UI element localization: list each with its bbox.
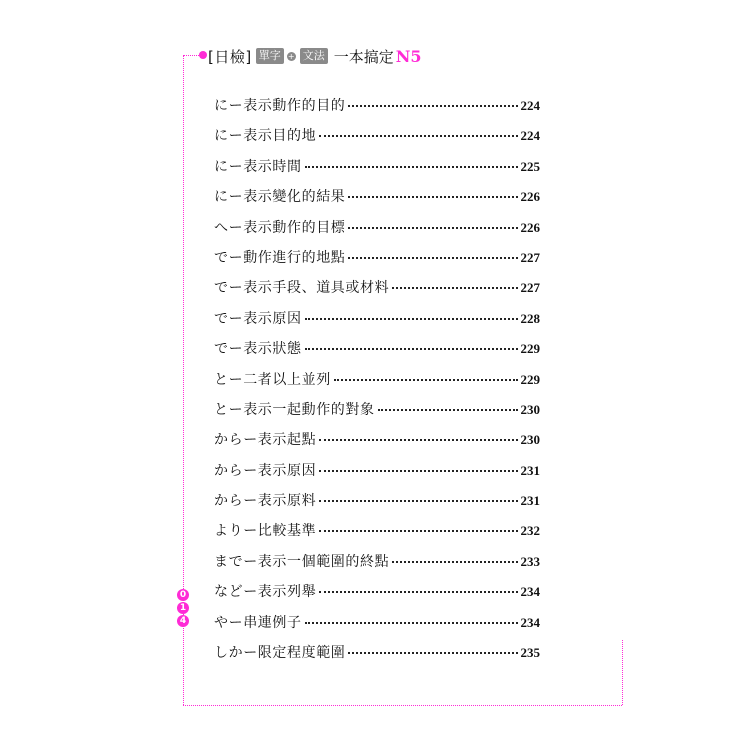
toc-entry xyxy=(214,125,540,155)
toc-dot-leader xyxy=(348,105,517,107)
table-of-contents xyxy=(214,95,540,672)
toc-entry-title: にー表示動作的目的 xyxy=(214,98,346,114)
page-number-digit: 4 xyxy=(177,615,189,627)
toc-entry-title: とー表示一起動作的對象 xyxy=(214,401,375,418)
toc-entry xyxy=(214,217,540,247)
toc-entry-title: からー表示起點 xyxy=(214,432,317,449)
toc-dot-leader xyxy=(334,379,518,381)
toc-entry-title: からー表示原料 xyxy=(214,493,317,510)
toc-entry-page: 227 xyxy=(520,280,540,296)
book-name: 一本搞定 xyxy=(333,47,394,66)
toc-entry-title: でー表示狀態 xyxy=(214,341,302,358)
toc-entry xyxy=(214,95,540,125)
toc-dot-leader xyxy=(319,591,517,593)
toc-entry-title: でー表示手段、道具或材料 xyxy=(214,280,390,297)
toc-entry-page: 232 xyxy=(520,523,540,539)
toc-entry xyxy=(214,338,540,368)
page-number-digit: 0 xyxy=(177,589,189,601)
toc-dot-leader xyxy=(392,287,517,289)
toc-entry xyxy=(214,490,540,520)
toc-entry xyxy=(214,612,540,642)
toc-entry-page: 225 xyxy=(520,158,540,174)
toc-dot-leader xyxy=(348,257,517,259)
toc-dot-leader xyxy=(392,561,517,563)
toc-entry-title: しかー限定程度範圍 xyxy=(214,645,346,662)
toc-dot-leader xyxy=(348,227,517,229)
toc-dot-leader xyxy=(305,348,518,350)
word-tag: 單字 xyxy=(256,48,284,64)
toc-entry xyxy=(214,520,540,550)
series-title: [日檢] xyxy=(208,47,252,66)
page-number xyxy=(177,589,189,627)
toc-entry-title: までー表示一個範圍的終點 xyxy=(214,553,390,570)
toc-dot-leader xyxy=(305,166,518,168)
toc-entry xyxy=(214,247,540,277)
toc-entry-page: 231 xyxy=(520,462,540,478)
toc-entry-page: 229 xyxy=(520,341,540,357)
toc-entry-page: 234 xyxy=(520,584,540,600)
toc-entry xyxy=(214,551,540,581)
frame-bottom-line xyxy=(183,705,622,706)
toc-entry-page: 234 xyxy=(520,614,540,630)
toc-entry-page: 231 xyxy=(520,493,540,509)
frame-right-line xyxy=(622,640,623,705)
toc-entry-page: 224 xyxy=(520,128,540,144)
toc-entry xyxy=(214,399,540,429)
toc-entry-title: などー表示列舉 xyxy=(214,584,317,601)
grammar-tag: 文法 xyxy=(300,48,328,64)
level-badge: N5 xyxy=(395,46,422,66)
toc-entry-page: 226 xyxy=(520,189,540,205)
toc-entry xyxy=(214,369,540,399)
toc-dot-leader xyxy=(378,409,518,411)
frame-corner-dot xyxy=(199,51,207,59)
toc-dot-leader xyxy=(305,622,518,624)
toc-dot-leader xyxy=(319,500,517,502)
toc-entry-page: 229 xyxy=(520,371,540,387)
toc-entry xyxy=(214,156,540,186)
toc-entry xyxy=(214,460,540,490)
toc-entry-title: からー表示原因 xyxy=(214,462,317,479)
toc-entry-page: 230 xyxy=(520,432,540,448)
toc-entry xyxy=(214,581,540,611)
toc-entry-page: 233 xyxy=(520,553,540,569)
toc-entry-page: 228 xyxy=(520,310,540,326)
toc-entry xyxy=(214,277,540,307)
toc-entry xyxy=(214,186,540,216)
toc-entry-title: にー表示變化的結果 xyxy=(214,189,346,206)
toc-dot-leader xyxy=(319,470,517,472)
toc-entry-title: でー動作進行的地點 xyxy=(214,249,346,266)
running-header xyxy=(208,43,422,69)
toc-dot-leader xyxy=(319,439,517,441)
toc-entry-title: とー二者以上並列 xyxy=(214,371,331,388)
toc-entry-title: にー表示時間 xyxy=(214,158,302,175)
toc-entry-title: でー表示原因 xyxy=(214,310,302,327)
toc-entry-title: やー串連例子 xyxy=(214,614,302,631)
toc-entry xyxy=(214,308,540,338)
toc-entry-page: 226 xyxy=(520,219,540,235)
toc-entry-page: 230 xyxy=(520,401,540,417)
page-number-digit: 1 xyxy=(177,602,189,614)
toc-dot-leader xyxy=(319,135,517,137)
toc-dot-leader xyxy=(348,196,517,198)
toc-dot-leader xyxy=(319,530,517,532)
toc-entry-page: 227 xyxy=(520,249,540,265)
toc-entry-page: 224 xyxy=(520,98,540,113)
toc-entry xyxy=(214,642,540,672)
toc-entry-page: 235 xyxy=(520,645,540,661)
toc-entry-title: よりー比較基準 xyxy=(214,523,317,540)
plus-icon: + xyxy=(287,51,295,61)
toc-entry xyxy=(214,429,540,459)
toc-dot-leader xyxy=(348,652,517,654)
toc-dot-leader xyxy=(305,318,518,320)
toc-entry-title: へー表示動作的目標 xyxy=(214,219,346,236)
toc-entry-title: にー表示目的地 xyxy=(214,128,317,145)
